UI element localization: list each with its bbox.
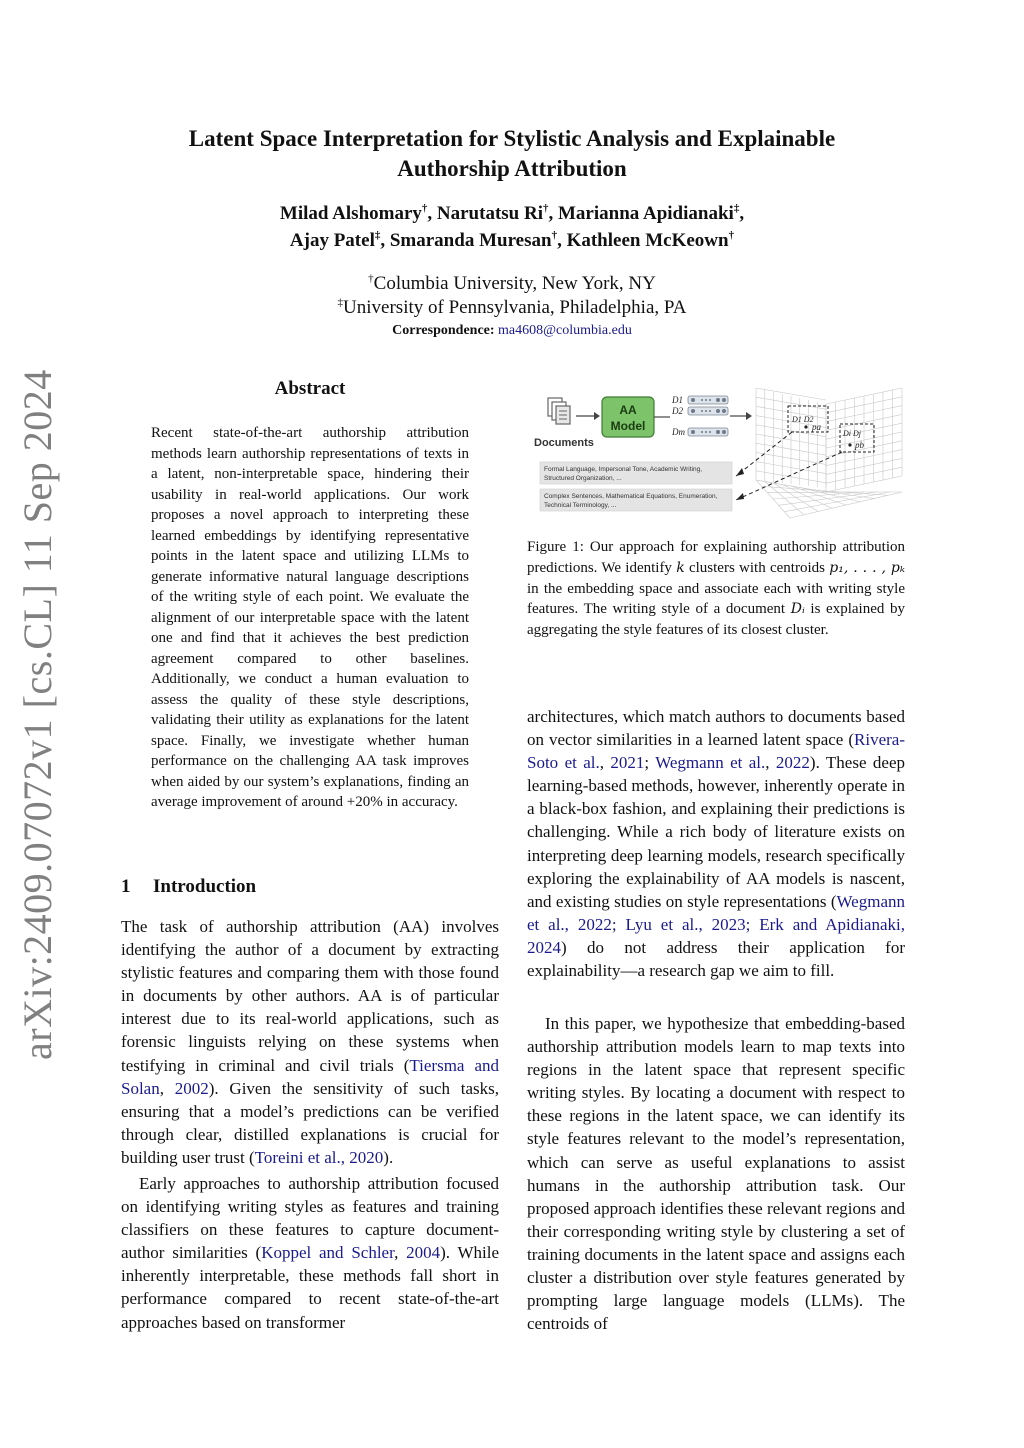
author-separator: , bbox=[427, 203, 437, 224]
vector-label-d2: D2 bbox=[672, 406, 683, 416]
author-list bbox=[120, 200, 904, 254]
section-heading-introduction bbox=[121, 876, 256, 898]
caption-math: Dᵢ bbox=[790, 601, 805, 618]
style-box-1-line-1: Formal Language, Impersonal Tone, Academic Writing, bbox=[544, 466, 703, 473]
citation-link[interactable]: 2002 bbox=[174, 1078, 209, 1098]
cluster-a-arrow bbox=[736, 432, 792, 476]
citation-link[interactable]: 2022 bbox=[775, 753, 810, 773]
affil-text: University of Pennsylvania, Philadelphia, PA bbox=[343, 297, 687, 318]
citation-link[interactable]: Tiersma and Solan bbox=[121, 1055, 499, 1098]
author-name: Narutatsu Ri bbox=[436, 203, 543, 224]
documents-label: Documents bbox=[534, 437, 594, 449]
correspondence-email-link[interactable]: ma4608@columbia.edu bbox=[498, 323, 632, 338]
caption-math: k bbox=[676, 559, 685, 576]
author-separator: , bbox=[548, 203, 558, 224]
intro-paragraph-4: In this paper, we hypothesize that embedding-based authorship attribution models learn to map texts into regions in the latent space that represent specific writing styles. By locating a document with respect to these regions in the latent space, we can identify its style features relevant to the model’s representation, which can serve as useful explanations to assist humans in the authorship attribution task. Our proposed approach identifies these relevant regions and their corresponding writing style by clustering a set of training documents in the latent space and assigns each cluster a distribution over style features generated by prompting large language models (LLMs). The centroids of bbox=[527, 1014, 905, 1334]
author-affil-mark: † bbox=[421, 202, 428, 215]
author-line-1 bbox=[120, 200, 904, 227]
grid-line bbox=[784, 492, 889, 512]
affiliation-1 bbox=[120, 272, 904, 296]
citation-link[interactable]: Toreini et al., 2020 bbox=[254, 1147, 384, 1167]
abstract-text: Recent state-of-the-art authorship attribution methods learn authorship representations of texts in a latent, non-interpretable space, hindering their usability in real-world applications. Our work proposes a novel approach to interpreting these learned embeddings by identifying representative points in the latent space and utilizing LLMs to generate informative natural language descriptions of the writing style of each point. We evaluate the alignment of our interpretable space with the latent one and find that it achieves the best prediction agreement compared to other baselines. Additionally, we conduct a human evaluation to assess the quality of these style descriptions, validating their utility as explanations for the latent space. Finally, we investigate whether human performance on the challenging AA task improves when aided by our system’s explanations, finding an average improvement of around +20% in accuracy. bbox=[151, 425, 469, 810]
affiliations bbox=[120, 272, 904, 320]
citation-link[interactable]: Rivera-Soto et al. bbox=[527, 730, 905, 773]
paragraph-text: The task of authorship attribution (AA) involves identifying the author of a document by extracting stylistic features and comparing them with those found in documents by other authors. AA is of particular interest due to its real-world applications, such as forensic linguists relying on these systems when testifying in criminal and civil trials ( bbox=[121, 917, 499, 1075]
title-line-2: Authorship Attribution bbox=[397, 156, 627, 181]
citation-link[interactable]: 2004 bbox=[406, 1243, 441, 1263]
author-affil-mark: † bbox=[551, 229, 558, 242]
author-separator: , bbox=[739, 203, 745, 224]
caption-text: in the embedding space and associate each with writing style features. The writing style of a document bbox=[527, 580, 905, 618]
grid-line bbox=[767, 492, 851, 493]
grid-line bbox=[762, 486, 839, 492]
intro-paragraph-1: The task of authorship attribution (AA) involves identifying the author of a document by extracting stylistic features and comparing them with those found in documents by other authors. AA is of particular interest due to its real-world applications, such as forensic linguists relying on these systems when testifying in criminal and civil trials (Tiersma and Solan, 2002). Given the sensitivity of such tasks, ensuring that a model’s predictions can be verified through clear, distilled explanations is crucial for building user trust (Toreini et al., 2020). bbox=[121, 917, 499, 1167]
author-separator: , bbox=[380, 230, 390, 251]
caption-text: Our approach for explaining authorship attribution predictions. We identify bbox=[527, 539, 905, 576]
arrow-head bbox=[594, 412, 600, 420]
caption-text: is explained by aggregating the style features of its closest cluster. bbox=[527, 601, 905, 639]
author-line-2 bbox=[120, 227, 904, 254]
cluster-a-docs: D1 D2 bbox=[792, 415, 814, 424]
paper-title bbox=[120, 124, 904, 184]
affil-mark: ‡ bbox=[337, 296, 344, 309]
embedding-space-grid bbox=[756, 388, 902, 518]
arrow-head bbox=[736, 493, 744, 500]
cluster-b-centroid: pb bbox=[855, 440, 864, 450]
centroid-point bbox=[848, 443, 851, 446]
figure-1-diagram bbox=[530, 380, 906, 522]
model-label-1: AA bbox=[619, 403, 637, 417]
arrow-head bbox=[746, 412, 752, 420]
author-name: Smaranda Muresan bbox=[389, 230, 552, 251]
title-line-1: Latent Space Interpretation for Stylistic Analysis and Explainable bbox=[188, 126, 836, 151]
caption-math: p₁, . . . , pₖ bbox=[829, 559, 905, 576]
model-label-2: Model bbox=[610, 419, 646, 433]
section-number: 1 bbox=[121, 876, 131, 897]
caption-text: clusters with centroids bbox=[684, 559, 830, 576]
affil-mark: † bbox=[368, 272, 374, 285]
paragraph-text: ). While inherently interpretable, these methods fall short in performance compared to recent state-of-the-art approaches based on transformer bbox=[121, 1243, 500, 1332]
style-box-2-line-1: Complex Sentences, Mathematical Equations, Enumeration, bbox=[544, 493, 718, 500]
cluster-b-docs: Di Dj bbox=[843, 429, 861, 438]
author-name: Marianna Apidianaki bbox=[558, 203, 734, 224]
citation-link[interactable]: Koppel and Schler bbox=[261, 1243, 395, 1263]
centroid-point bbox=[804, 425, 807, 428]
author-name: Ajay Patel bbox=[289, 230, 375, 251]
citation-link[interactable]: 2021 bbox=[610, 753, 645, 773]
citation-link[interactable]: Wegmann et al. bbox=[655, 753, 766, 773]
intro-paragraph-2: Early approaches to authorship attribution focused on identifying writing styles as features and training classifiers on these features to capture document-author similarities (Koppel and Schler, 2004). While inherently interpretable, these methods fall short in performance compared to recent state-of-the-art approaches based on transformer bbox=[121, 1174, 500, 1332]
author-name: Kathleen McKeown bbox=[566, 230, 729, 251]
section-title: Introduction bbox=[153, 876, 257, 897]
paragraph-text: Early approaches to authorship attribution focused on identifying writing styles as features and training classifiers on these features to capture document-author similarities ( bbox=[121, 1174, 499, 1263]
vector-label-d1: D1 bbox=[672, 395, 683, 405]
intro-paragraph-3: architectures, which match authors to documents based on vector similarities in a learned latent space (Rivera-Soto et al., 2021; Wegmann et al., 2022). These deep learning-based methods, however, inherently operate in a black-box fashion, and explaining their predictions is challenging. While a rich body of literature exists on interpreting deep learning models, research specifically exploring the explainability of AA models is nascent, and existing studies on style representations (Wegmann et al., 2022; Lyu et al., 2023; Erk and Apidianaki, 2024) do not address their application for explainability—a research gap we aim to fill. bbox=[527, 707, 905, 981]
abstract-heading: Abstract bbox=[274, 378, 346, 399]
arrow-head bbox=[736, 468, 744, 476]
author-affil-mark: † bbox=[543, 202, 549, 215]
affil-text: Columbia University, New York, NY bbox=[373, 273, 656, 294]
figure-1-caption bbox=[527, 537, 905, 641]
paragraph-text: ). Given the sensitivity of such tasks, ensuring that a model’s predictions can be verified through clear, distilled explanations is crucial for building user trust ( bbox=[121, 1078, 499, 1167]
documents-icon bbox=[548, 398, 570, 424]
paragraph-text: architectures, which match authors to documents based on vector similarities in a learned latent space ( bbox=[527, 707, 905, 750]
paragraph-text: ) do not address their application for explainability—a research gap we aim to fill. bbox=[527, 937, 905, 981]
author-separator: , bbox=[557, 230, 567, 251]
cluster-a-centroid: pa bbox=[812, 422, 821, 432]
affiliation-2 bbox=[120, 296, 904, 320]
vector-label-dm: Dm bbox=[672, 427, 685, 437]
correspondence-label: Correspondence: bbox=[392, 323, 495, 338]
correspondence bbox=[120, 323, 904, 339]
paragraph-text: ). These deep learning-based methods, however, inherently operate in a black-box fashion, and explaining their predictions is challenging. While a rich body of literature exists on interpreting deep learning models, research specifically exploring the explainability of AA models is nascent, and existing studies on style representations ( bbox=[527, 753, 905, 911]
style-box-1-line-2: Structured Organization, ... bbox=[544, 475, 622, 482]
author-name: Milad Alshomary bbox=[279, 203, 422, 224]
style-box-2-line-2: Technical Terminology, ... bbox=[544, 502, 617, 509]
paragraph-text: ). bbox=[383, 1147, 394, 1167]
author-affil-mark: † bbox=[728, 229, 735, 242]
citation-link[interactable]: Wegmann et al., 2022; Lyu et al., 2023; Erk and Apidianaki, 2024 bbox=[527, 891, 905, 957]
embedding-vectors bbox=[671, 395, 728, 437]
author-affil-mark: ‡ bbox=[374, 229, 381, 242]
caption-label: Figure 1: bbox=[527, 539, 584, 555]
author-affil-mark: ‡ bbox=[733, 202, 740, 215]
arxiv-identifier: arXiv:2409.07072v1 [cs.CL] 11 Sep 2024 bbox=[15, 369, 60, 1060]
